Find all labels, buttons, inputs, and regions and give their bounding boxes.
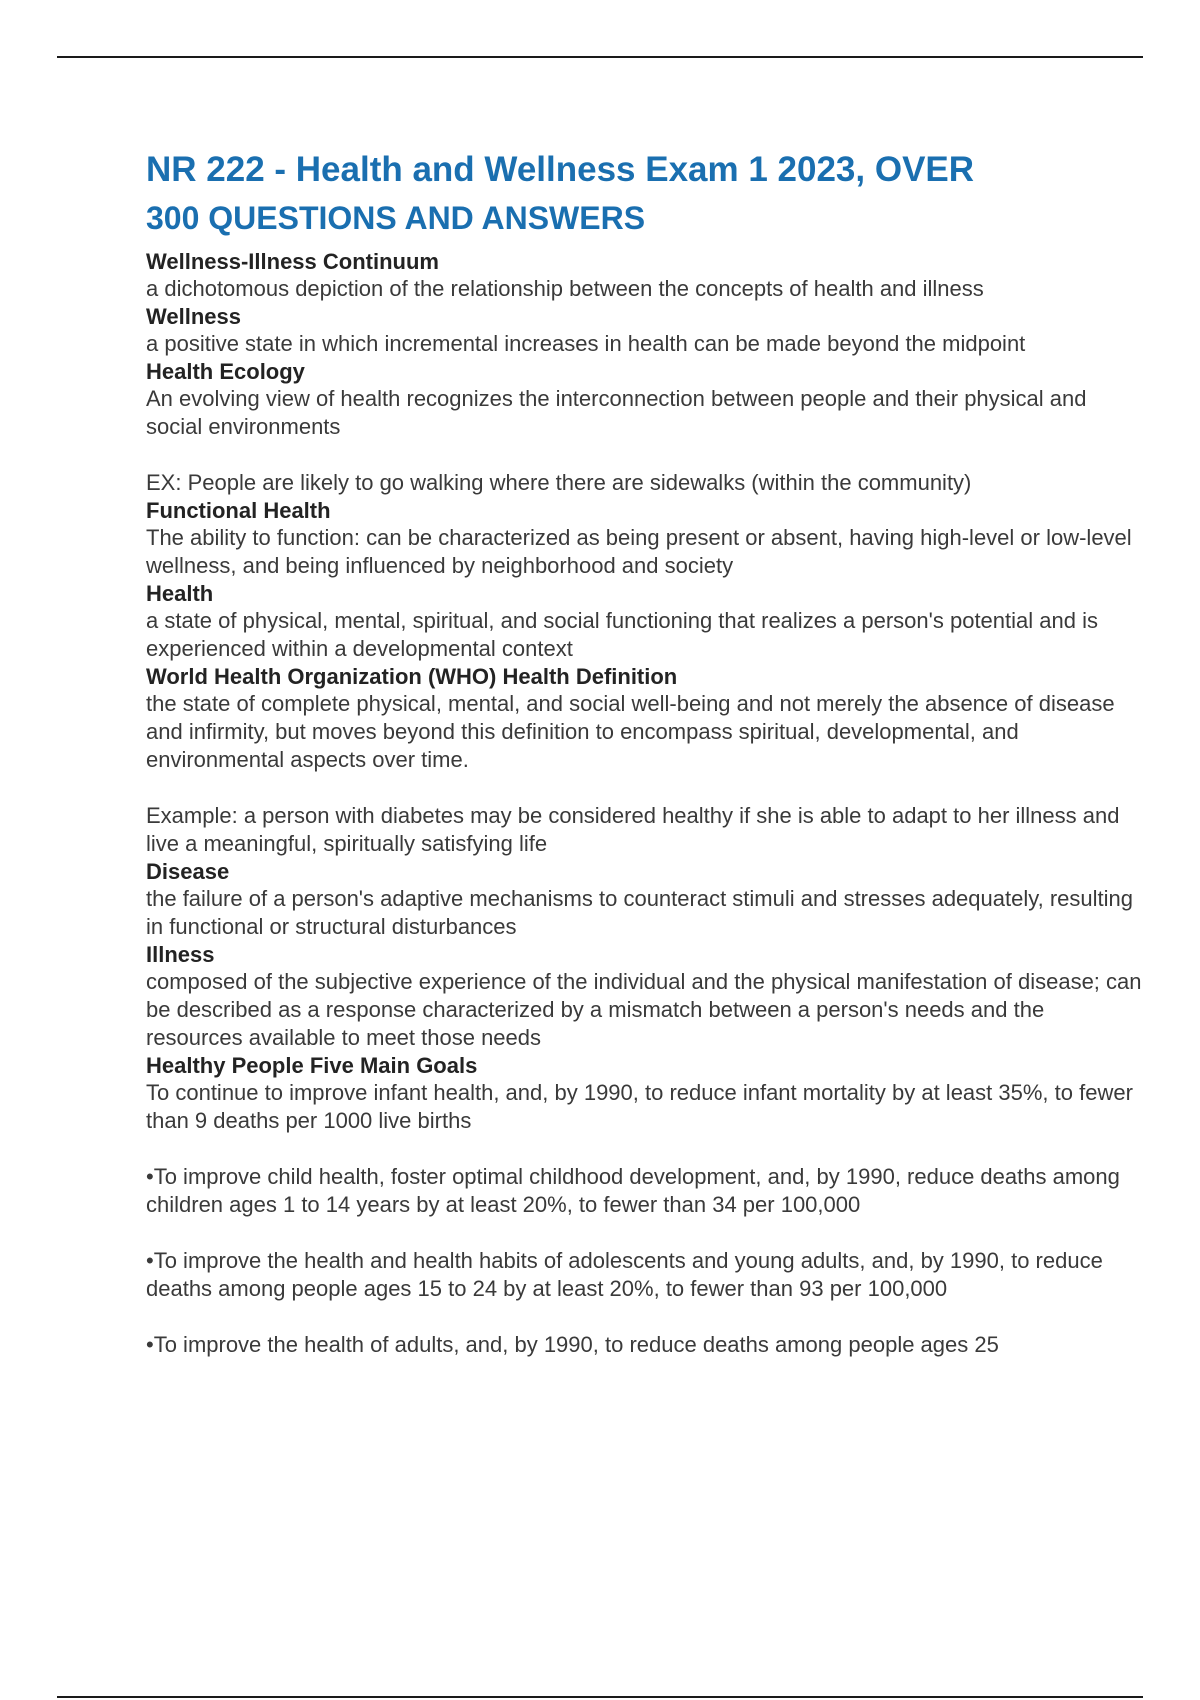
entry-definition: An evolving view of health recognizes the interconnection between people and their physical and social environments [146, 386, 1087, 439]
document-title [146, 146, 1146, 242]
top-rule [57, 56, 1143, 58]
goal-item: •To improve child health, foster optimal childhood development, and, by 1990, reduce deaths among children ages 1 to 14 years by at least 20%, to fewer than 34 per 100,000 [146, 1164, 1120, 1217]
entry [146, 663, 1146, 858]
entry [146, 580, 1146, 663]
paragraph-gap [146, 774, 1146, 802]
paragraph-gap [146, 1303, 1146, 1331]
entry [146, 303, 1146, 358]
bottom-rule [57, 1696, 1143, 1698]
entry-definition: a dichotomous depiction of the relationship between the concepts of health and illness [146, 276, 984, 301]
entry [146, 941, 1146, 1052]
entry [146, 248, 1146, 303]
entry [146, 858, 1146, 941]
entry-definition: a positive state in which incremental increases in health can be made beyond the midpoint [146, 331, 1026, 356]
entry-example: Example: a person with diabetes may be considered healthy if she is able to adapt to her illness and live a meaningful, spiritually satisfying life [146, 803, 1120, 856]
document-body [146, 146, 1146, 1359]
paragraph-gap [146, 1219, 1146, 1247]
title-line-1: NR 222 - Health and Wellness Exam 1 2023, OVER [146, 150, 975, 189]
entry-term: World Health Organization (WHO) Health Definition [146, 664, 678, 689]
entry [146, 497, 1146, 580]
entry-term: Disease [146, 859, 230, 884]
entry-term: Health [146, 581, 214, 606]
entry-term: Healthy People Five Main Goals [146, 1053, 478, 1078]
entry-definition: a state of physical, mental, spiritual, and social functioning that realizes a person's potential and is experienced within a developmental context [146, 608, 1098, 661]
entry-definition: composed of the subjective experience of the individual and the physical manifestation of disease; can be described as a response characterized by a mismatch between a person's needs and the resources available to meet those needs [146, 969, 1142, 1050]
title-line-2: 300 QUESTIONS AND ANSWERS [146, 200, 646, 236]
entry-term: Health Ecology [146, 359, 305, 384]
entry-definition: To continue to improve infant health, and, by 1990, to reduce infant mortality by at least 35%, to fewer than 9 deaths per 1000 live births [146, 1080, 1133, 1133]
entry-term: Functional Health [146, 498, 331, 523]
paragraph-gap [146, 1135, 1146, 1163]
paragraph-gap [146, 441, 1146, 469]
entry-definition: the state of complete physical, mental, and social well-being and not merely the absence of disease and infirmity, but moves beyond this definition to encompass spiritual, developmental, and environmental aspects over time. [146, 691, 1115, 772]
goal-item: •To improve the health and health habits of adolescents and young adults, and, by 1990, to reduce deaths among people ages 15 to 24 by at least 20%, to fewer than 93 per 100,000 [146, 1248, 1103, 1301]
entry [146, 1052, 1146, 1359]
entry [146, 358, 1146, 497]
entry-term: Wellness-Illness Continuum [146, 249, 439, 274]
entry-term: Wellness [146, 304, 241, 329]
entry-definition: the failure of a person's adaptive mechanisms to counteract stimuli and stresses adequately, resulting in functional or structural disturbances [146, 886, 1133, 939]
entry-example: EX: People are likely to go walking where there are sidewalks (within the community) [146, 470, 972, 495]
entry-definition: The ability to function: can be characterized as being present or absent, having high-level or low-level wellness, and being influenced by neighborhood and society [146, 525, 1132, 578]
entry-term: Illness [146, 942, 215, 967]
goal-item: •To improve the health of adults, and, by 1990, to reduce deaths among people ages 25 [146, 1332, 999, 1357]
